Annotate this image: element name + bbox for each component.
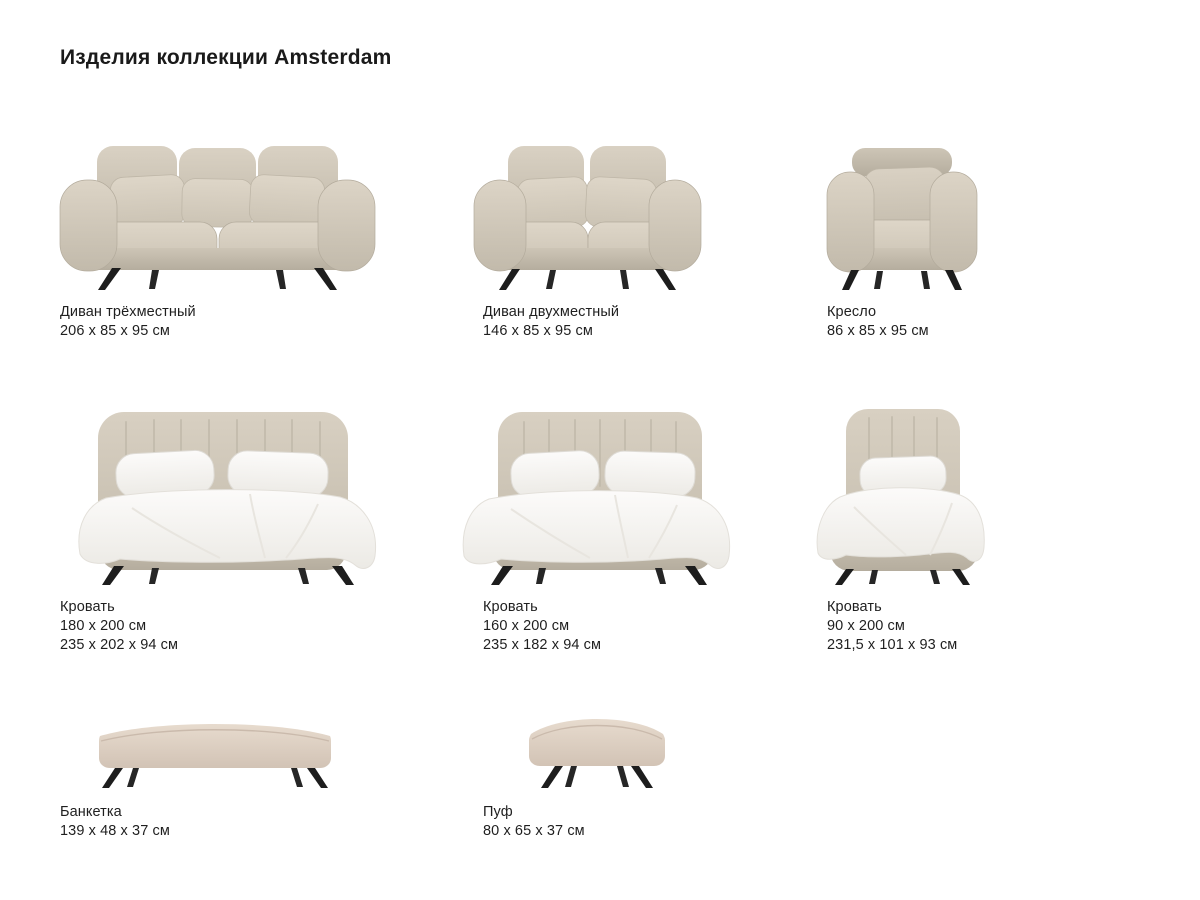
pouf-image — [515, 706, 680, 791]
product-dims: 86 x 85 x 95 см — [827, 323, 929, 339]
product-dims: 235 x 202 x 94 см — [60, 637, 179, 653]
armchair-image — [822, 142, 982, 291]
sofa-3-seat-image — [55, 138, 380, 291]
product-name: Кровать — [60, 599, 115, 615]
product-name: Банкетка — [60, 804, 122, 820]
product-card-bench — [60, 710, 483, 850]
page-title: Изделия коллекции Amsterdam — [60, 46, 392, 69]
product-name: Диван двухместный — [483, 304, 620, 320]
product-card-bed-160 — [483, 408, 827, 658]
sofa-2-seat-image — [470, 138, 705, 291]
product-dims: 146 x 85 x 95 см — [483, 323, 593, 339]
product-dims: 180 x 200 см — [60, 618, 147, 634]
product-dims: 206 x 85 x 95 см — [60, 323, 170, 339]
product-dims: 139 x 48 x 37 см — [60, 823, 170, 839]
product-card-pouf — [483, 710, 827, 850]
product-card-bed-180 — [60, 408, 483, 658]
product-name: Диван трёхместный — [60, 304, 196, 320]
product-name: Кровать — [483, 599, 538, 615]
product-name: Кровать — [827, 599, 882, 615]
product-dims: 160 x 200 см — [483, 618, 570, 634]
bed-90-image — [810, 405, 995, 586]
bed-160-image — [455, 406, 740, 588]
product-card-bed-90 — [827, 408, 1140, 658]
product-dims: 231,5 x 101 x 93 см — [827, 637, 958, 653]
product-name: Кресло — [827, 304, 877, 320]
product-card-sofa-2-seat — [483, 138, 827, 368]
product-dims: 235 x 182 x 94 см — [483, 637, 602, 653]
product-card-sofa-3-seat — [60, 138, 483, 368]
bed-180-image — [70, 408, 385, 586]
bench-image — [75, 710, 355, 790]
product-name: Пуф — [483, 804, 513, 820]
product-dims: 80 x 65 x 37 см — [483, 823, 585, 839]
product-dims: 90 x 200 см — [827, 618, 905, 634]
product-card-armchair — [827, 138, 1140, 368]
